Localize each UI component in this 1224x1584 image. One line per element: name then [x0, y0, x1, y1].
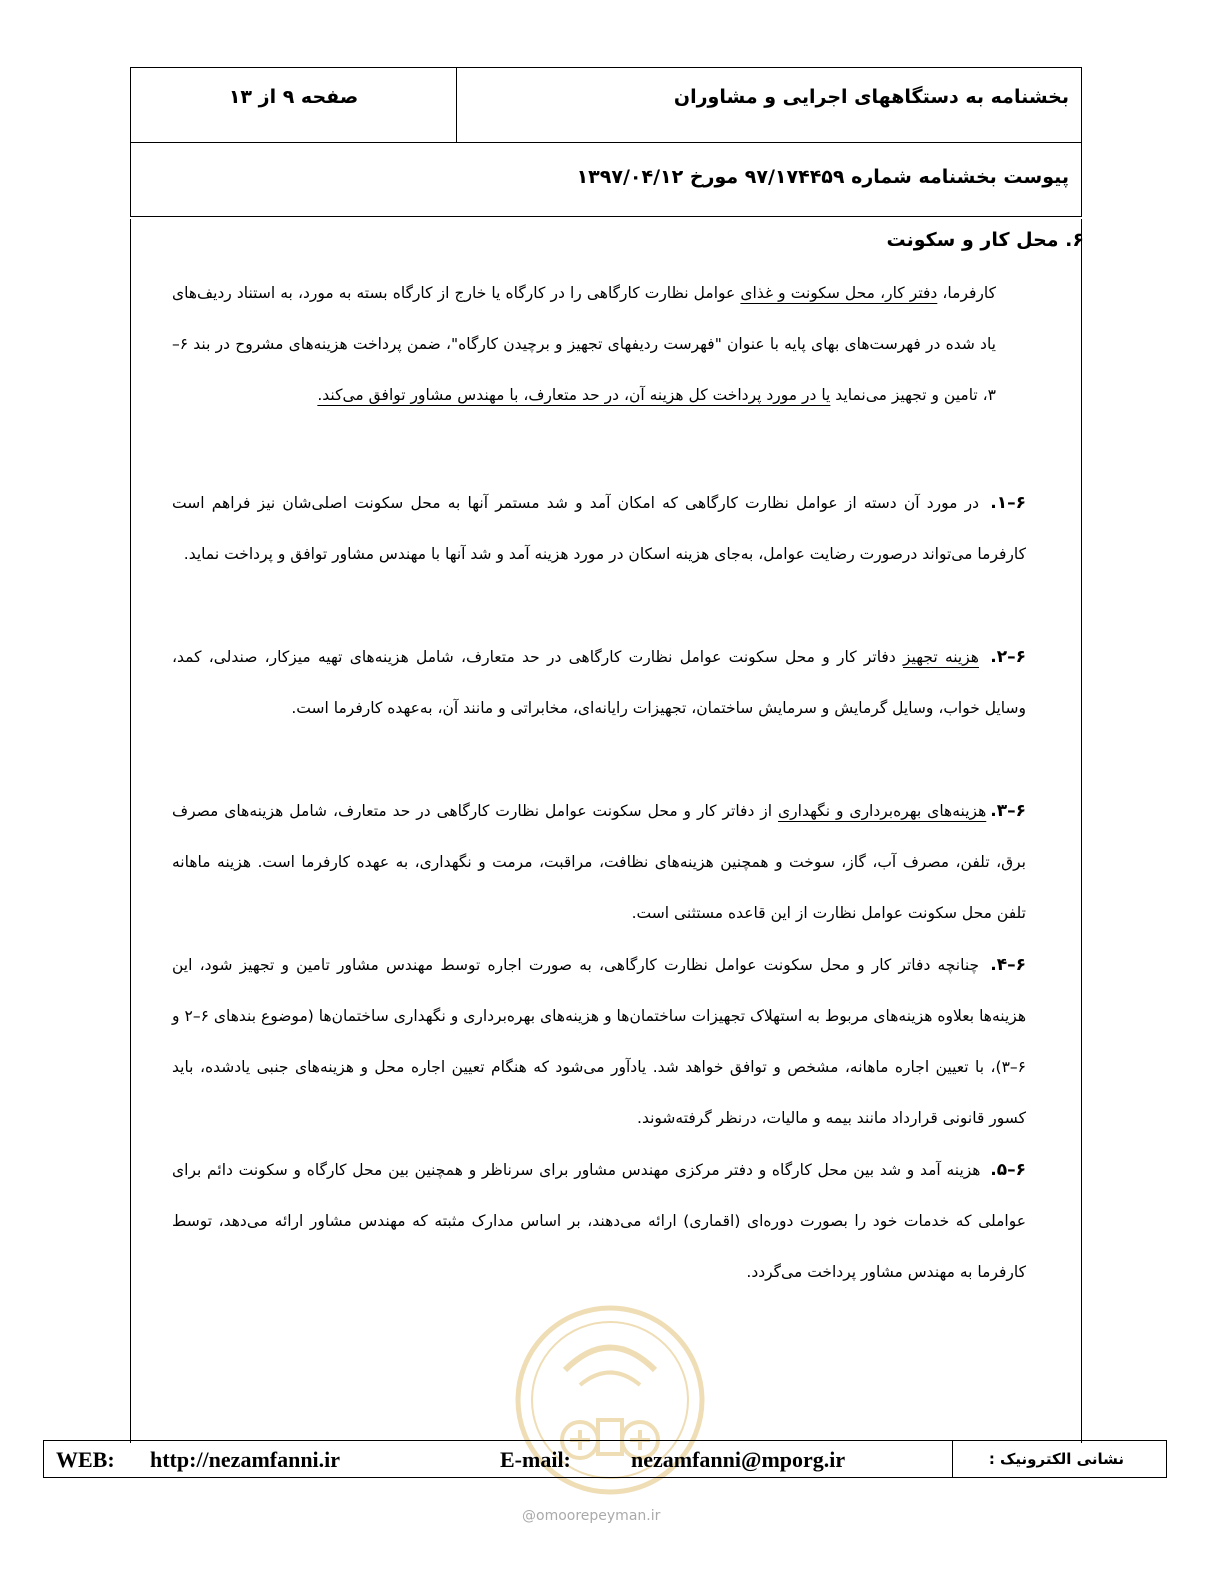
clause-text: دفاتر کار و محل سکونت عوامل نظارت کارگاهی در حد متعارف، شامل هزینه‌های تهیه میزکار، صندلی، کمد، وسایل خواب، وسایل گرمایش و سرمایش ساختمان، تجهیزات رایانه‌ای، مخابراتی و مانند آن، به‌عهده کارفرما است.: [172, 648, 1026, 717]
watermark-text: @omoorepeyman.ir: [522, 1508, 661, 1524]
clause-number: ۶–۵.: [990, 1160, 1026, 1180]
clause-6-5: [172, 1145, 1026, 1298]
clause-underlined: هزینه‌های بهره‌برداری و نگهداری: [778, 802, 987, 820]
email-link[interactable]: nezamfanni@mporg.ir: [631, 1447, 846, 1472]
web-label: WEB:: [56, 1447, 115, 1472]
clause-6-4: [172, 940, 1026, 1144]
header-divider: [456, 68, 457, 142]
intro-text-2: عوامل نظارت کارگاهی را در کارگاه یا خارج از کارگاه بسته به مورد، به استناد ردیف‌های یاد شده در فهرست‌های بهای پایه با عنوان "فهرست ردیفهای تجهیز و برچیدن کارگاه"، ضمن پرداخت هزینه‌های مشروح در بند ۶–۳، تامین و تجهیز می‌نماید: [172, 284, 996, 404]
clause-number: ۶–۳.: [990, 801, 1026, 821]
clause-underlined: هزینه تجهیز: [903, 648, 979, 666]
intro-underlined-1: دفتر کار، محل سکونت و غذای: [740, 284, 938, 302]
footer-divider: [952, 1441, 953, 1477]
intro-paragraph: [172, 268, 996, 421]
clause-6-3: [172, 786, 1026, 939]
clause-text: هزینه آمد و شد بین محل کارگاه و دفتر مرکزی مهندس مشاور برای سرناظر و همچنین بین محل کارگاه و سکونت دائم برای عواملی که خدمات خود را بصورت دوره‌ای (اقماری) ارائه می‌دهند، بر اساس مدارک مثبته که مهندس مشاور ارائه می‌دهد، توسط کارفرما به مهندس مشاور پرداخت می‌گردد.: [172, 1161, 1026, 1281]
clause-text: چنانچه دفاتر کار و محل سکونت عوامل نظارت کارگاهی، به صورت اجاره توسط مهندس مشاور تامین و تجهیز شود، این هزینه‌ها بعلاوه هزینه‌های مربوط به استهلاک تجهیزات ساختمان‌ها و هزینه‌های بهره‌برداری و نگهداری ساختمان‌ها (موضوع بندهای ۶–۲ و ۶–۳)، با تعیین اجاره ماهانه، مشخص و توافق خواهد شد. یادآور می‌شود که هنگام تعیین اجاره محل و هزینه‌های جنبی یادشده، باید کسور قانونی قرارداد مانند بیمه و مالیات، درنظر گرفته‌شوند.: [172, 956, 1026, 1127]
clause-space: [979, 648, 986, 666]
address-label: نشانی الکترونیک :: [988, 1450, 1124, 1468]
email-label: E-mail:: [500, 1447, 571, 1472]
clause-text: در مورد آن دسته از عوامل نظارت کارگاهی که امکان آمد و شد مستمر آنها به محل سکونت اصلی‌شان نیز فراهم است کارفرما می‌تواند درصورت رضایت عوامل، به‌جای هزینه اسکان در مورد هزینه آمد و شد آنها با مهندس مشاور توافق و پرداخت نماید.: [172, 494, 1026, 563]
web-link[interactable]: http://nezamfanni.ir: [150, 1447, 341, 1472]
clause-number: ۶–۴.: [990, 955, 1026, 975]
page-number: صفحه ۹ از ۱۳: [228, 86, 359, 108]
header-row-top: [131, 68, 1081, 143]
clause-6-1: [172, 478, 1026, 580]
footer-bar: [43, 1440, 1167, 1478]
intro-underlined-2: یا در مورد پرداخت کل هزینه آن، در حد متعارف، با مهندس مشاور توافق می‌کند.: [317, 386, 831, 404]
attachment-reference: پیوست بخشنامه شماره ۹۷/۱۷۴۴۵۹ مورخ ۱۳۹۷/۰۴/۱۲: [576, 166, 1069, 188]
clause-number: ۶–۱.: [990, 493, 1026, 513]
section-heading: ۶. محل کار و سکونت: [886, 229, 1084, 251]
intro-text-1: کارفرما،: [937, 284, 996, 302]
document-title: بخشنامه به دستگاههای اجرایی و مشاوران: [673, 86, 1069, 108]
clause-6-2: [172, 632, 1026, 734]
clause-number: ۶–۲.: [990, 647, 1026, 667]
header-table: [130, 67, 1082, 217]
clause-text: از دفاتر کار و محل سکونت عوامل نظارت کارگاهی در حد متعارف، شامل هزینه‌های مصرف برق، تلفن، مصرف آب، گاز، سوخت و همچنین هزینه‌های نظافت، مراقبت، مرمت و نگهداری، به عهده کارفرما است. هزینه ماهانه تلفن محل سکونت عوامل نظارت از این قاعده مستثنی است.: [172, 802, 1026, 922]
